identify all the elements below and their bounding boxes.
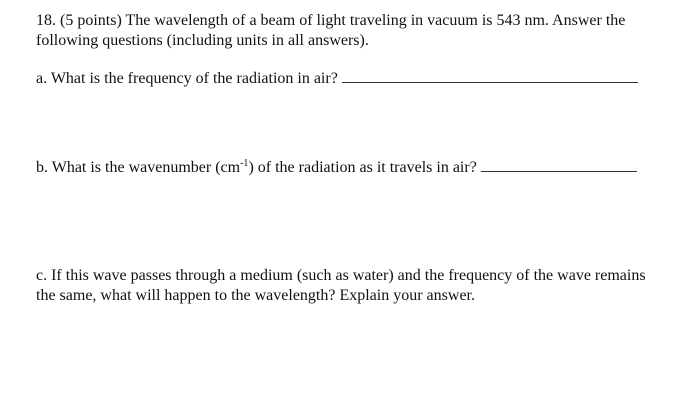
question-part-c: [36, 266, 651, 306]
question-part-a: [36, 68, 651, 89]
question-header: [36, 11, 651, 51]
part-a-answer-line[interactable]: [342, 68, 638, 83]
question-part-b: [36, 157, 651, 178]
part-a-text: a. What is the frequency of the radiation in air?: [36, 70, 338, 87]
part-b-answer-line[interactable]: [481, 157, 637, 172]
part-c-line-1: c. If this wave passes through a medium (such as water) and the frequency of the wave remains: [36, 267, 646, 284]
question-header-line-2: following questions (including units in all answers).: [36, 32, 369, 49]
part-b-text-pre: b. What is the wavenumber (cm: [36, 159, 241, 176]
part-b-superscript: -1: [240, 158, 249, 169]
part-c-line-2: the same, what will happen to the wavelength? Explain your answer.: [36, 287, 475, 304]
part-b-text-post: ) of the radiation as it travels in air?: [248, 159, 477, 176]
question-header-line-1: 18. (5 points) The wavelength of a beam of light traveling in vacuum is 543 nm. Answer the: [36, 12, 626, 29]
